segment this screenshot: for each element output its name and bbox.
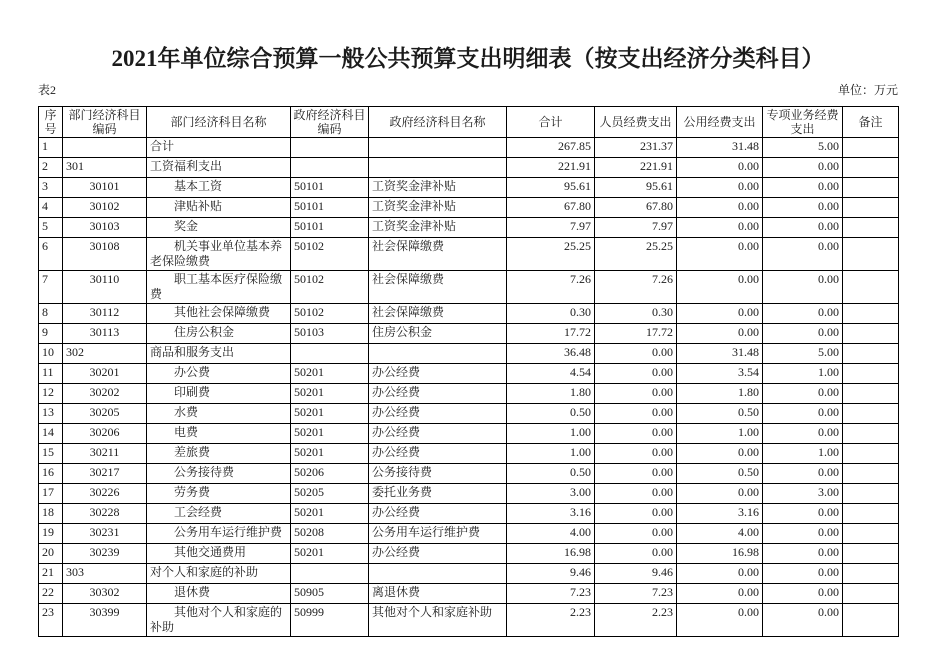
total-cell: 267.85 [507,138,595,158]
special-cell: 0.00 [763,271,843,304]
public-cell: 0.00 [677,484,763,504]
remark-cell [843,218,899,238]
gov-name-cell: 办公经费 [369,424,507,444]
dept-name-cell: 奖金 [147,218,291,238]
dept-code-cell: 30110 [63,271,147,304]
remark-cell [843,304,899,324]
table-row [39,484,899,504]
special-cell: 5.00 [763,344,843,364]
remark-cell [843,158,899,178]
remark-cell [843,464,899,484]
dept-code-cell: 30231 [63,524,147,544]
public-cell: 0.00 [677,158,763,178]
gov-name-cell [369,564,507,584]
dept-code-cell: 303 [63,564,147,584]
gov-code-cell: 50201 [291,504,369,524]
dept-code-cell: 30102 [63,198,147,218]
table-row [39,584,899,604]
personnel-cell: 0.00 [595,384,677,404]
seq-cell: 6 [39,238,63,271]
table-row [39,344,899,364]
table-row [39,158,899,178]
personnel-cell: 0.00 [595,344,677,364]
special-cell: 0.00 [763,544,843,564]
public-cell: 0.00 [677,444,763,464]
total-cell: 67.80 [507,198,595,218]
dept-name-cell: 机关事业单位基本养老保险缴费 [147,238,291,271]
special-cell: 0.00 [763,384,843,404]
seq-cell: 18 [39,504,63,524]
remark-cell [843,364,899,384]
gov-code-cell: 50101 [291,218,369,238]
dept-code-cell [63,138,147,158]
gov-name-cell: 委托业务费 [369,484,507,504]
remark-cell [843,604,899,637]
gov-name-cell: 办公经费 [369,504,507,524]
special-cell: 0.00 [763,464,843,484]
gov-code-cell: 50102 [291,304,369,324]
col-header-personnel: 人员经费支出 [595,107,677,138]
total-cell: 1.00 [507,444,595,464]
seq-cell: 10 [39,344,63,364]
remark-cell [843,544,899,564]
total-cell: 0.30 [507,304,595,324]
seq-cell: 19 [39,524,63,544]
gov-name-cell: 公务接待费 [369,464,507,484]
personnel-cell: 9.46 [595,564,677,584]
col-header-gov-name: 政府经济科目名称 [369,107,507,138]
personnel-cell: 2.23 [595,604,677,637]
special-cell: 0.00 [763,564,843,584]
dept-code-cell: 30108 [63,238,147,271]
total-cell: 4.54 [507,364,595,384]
special-cell: 0.00 [763,158,843,178]
table-row [39,464,899,484]
personnel-cell: 0.00 [595,524,677,544]
col-header-dept-name: 部门经济科目名称 [147,107,291,138]
special-cell: 0.00 [763,324,843,344]
total-cell: 17.72 [507,324,595,344]
public-cell: 4.00 [677,524,763,544]
dept-code-cell: 30205 [63,404,147,424]
gov-code-cell: 50208 [291,524,369,544]
dept-name-cell: 津贴补贴 [147,198,291,218]
seq-cell: 20 [39,544,63,564]
dept-name-cell: 电费 [147,424,291,444]
gov-name-cell: 公务用车运行维护费 [369,524,507,544]
total-cell: 7.97 [507,218,595,238]
total-cell: 25.25 [507,238,595,271]
public-cell: 0.00 [677,218,763,238]
dept-code-cell: 302 [63,344,147,364]
unit-label: 单位：万元 [837,83,898,97]
remark-cell [843,524,899,544]
total-cell: 0.50 [507,404,595,424]
remark-cell [843,564,899,584]
gov-name-cell: 办公经费 [369,364,507,384]
personnel-cell: 0.00 [595,444,677,464]
personnel-cell: 25.25 [595,238,677,271]
dept-name-cell: 工资福利支出 [147,158,291,178]
gov-code-cell: 50201 [291,444,369,464]
special-cell: 0.00 [763,404,843,424]
dept-code-cell: 30211 [63,444,147,464]
total-cell: 1.80 [507,384,595,404]
gov-name-cell: 住房公积金 [369,324,507,344]
col-header-total: 合计 [507,107,595,138]
table-row [39,504,899,524]
seq-cell: 3 [39,178,63,198]
remark-cell [843,178,899,198]
table-row [39,304,899,324]
gov-code-cell: 50101 [291,178,369,198]
table-row [39,404,899,424]
dept-code-cell: 30103 [63,218,147,238]
table-row [39,218,899,238]
public-cell: 0.00 [677,198,763,218]
remark-cell [843,404,899,424]
total-cell: 2.23 [507,604,595,637]
gov-name-cell: 离退休费 [369,584,507,604]
gov-code-cell [291,344,369,364]
public-cell: 0.50 [677,404,763,424]
table-body [39,138,899,637]
remark-cell [843,384,899,404]
gov-name-cell [369,158,507,178]
gov-code-cell: 50102 [291,238,369,271]
special-cell: 0.00 [763,178,843,198]
table-row [39,364,899,384]
page-title: 2021年单位综合预算一般公共预算支出明细表（按支出经济分类科目） [111,46,825,71]
personnel-cell: 17.72 [595,324,677,344]
public-cell: 0.00 [677,304,763,324]
remark-cell [843,324,899,344]
remark-cell [843,238,899,271]
remark-cell [843,504,899,524]
dept-name-cell: 住房公积金 [147,324,291,344]
dept-code-cell: 30113 [63,324,147,344]
gov-code-cell: 50201 [291,384,369,404]
seq-cell: 22 [39,584,63,604]
col-header-gov-code: 政府经济科目编码 [291,107,369,138]
seq-cell: 23 [39,604,63,637]
seq-cell: 8 [39,304,63,324]
gov-name-cell: 其他对个人和家庭补助 [369,604,507,637]
dept-name-cell: 其他交通费用 [147,544,291,564]
col-header-dept-code: 部门经济科目编码 [63,107,147,138]
seq-cell: 1 [39,138,63,158]
table-row [39,444,899,464]
gov-name-cell: 工资奖金津补贴 [369,178,507,198]
remark-cell [843,138,899,158]
dept-code-cell: 30201 [63,364,147,384]
remark-cell [843,198,899,218]
seq-cell: 21 [39,564,63,584]
seq-cell: 2 [39,158,63,178]
seq-cell: 4 [39,198,63,218]
dept-name-cell: 退休费 [147,584,291,604]
gov-name-cell: 办公经费 [369,384,507,404]
gov-name-cell: 办公经费 [369,544,507,564]
total-cell: 1.00 [507,424,595,444]
dept-code-cell: 30226 [63,484,147,504]
gov-code-cell: 50905 [291,584,369,604]
special-cell: 0.00 [763,584,843,604]
gov-code-cell: 50102 [291,271,369,304]
dept-name-cell: 基本工资 [147,178,291,198]
dept-code-cell: 30239 [63,544,147,564]
personnel-cell: 0.00 [595,504,677,524]
personnel-cell: 0.00 [595,404,677,424]
special-cell: 0.00 [763,424,843,444]
total-cell: 3.00 [507,484,595,504]
personnel-cell: 0.30 [595,304,677,324]
public-cell: 0.00 [677,564,763,584]
gov-name-cell: 办公经费 [369,444,507,464]
special-cell: 0.00 [763,304,843,324]
gov-name-cell: 社会保障缴费 [369,271,507,304]
gov-code-cell: 50999 [291,604,369,637]
dept-name-cell: 其他社会保障缴费 [147,304,291,324]
gov-name-cell: 社会保障缴费 [369,304,507,324]
public-cell: 31.48 [677,138,763,158]
seq-cell: 12 [39,384,63,404]
personnel-cell: 0.00 [595,464,677,484]
gov-code-cell: 50103 [291,324,369,344]
personnel-cell: 7.26 [595,271,677,304]
seq-cell: 13 [39,404,63,424]
total-cell: 221.91 [507,158,595,178]
table-row [39,424,899,444]
remark-cell [843,344,899,364]
table-row [39,238,899,271]
total-cell: 16.98 [507,544,595,564]
gov-code-cell [291,138,369,158]
table-row [39,198,899,218]
remark-cell [843,484,899,504]
public-cell: 0.00 [677,271,763,304]
total-cell: 9.46 [507,564,595,584]
personnel-cell: 0.00 [595,424,677,444]
gov-code-cell: 50101 [291,198,369,218]
table-row [39,324,899,344]
personnel-cell: 221.91 [595,158,677,178]
seq-cell: 14 [39,424,63,444]
dept-name-cell: 水费 [147,404,291,424]
dept-name-cell: 差旅费 [147,444,291,464]
remark-cell [843,584,899,604]
dept-name-cell: 商品和服务支出 [147,344,291,364]
special-cell: 0.00 [763,198,843,218]
dept-name-cell: 其他对个人和家庭的补助 [147,604,291,637]
dept-name-cell: 合计 [147,138,291,158]
seq-cell: 16 [39,464,63,484]
table-row [39,604,899,637]
budget-table [38,106,899,637]
public-cell: 31.48 [677,344,763,364]
table-row [39,384,899,404]
seq-cell: 15 [39,444,63,464]
gov-code-cell: 50205 [291,484,369,504]
table-number-label: 表2 [38,83,57,97]
total-cell: 7.26 [507,271,595,304]
public-cell: 0.00 [677,178,763,198]
col-header-special: 专项业务经费支出 [763,107,843,138]
meta-row [38,81,898,98]
dept-name-cell: 办公费 [147,364,291,384]
personnel-cell: 7.97 [595,218,677,238]
gov-name-cell: 社会保障缴费 [369,238,507,271]
table-row [39,544,899,564]
gov-code-cell [291,158,369,178]
gov-name-cell [369,344,507,364]
seq-cell: 17 [39,484,63,504]
col-header-seq: 序号 [39,107,63,138]
public-cell: 0.00 [677,584,763,604]
total-cell: 7.23 [507,584,595,604]
total-cell: 4.00 [507,524,595,544]
dept-code-cell: 30202 [63,384,147,404]
seq-cell: 7 [39,271,63,304]
public-cell: 1.00 [677,424,763,444]
remark-cell [843,271,899,304]
col-header-remark: 备注 [843,107,899,138]
personnel-cell: 231.37 [595,138,677,158]
dept-name-cell: 印刷费 [147,384,291,404]
public-cell: 3.16 [677,504,763,524]
gov-code-cell: 50206 [291,464,369,484]
dept-code-cell: 30112 [63,304,147,324]
special-cell: 0.00 [763,604,843,637]
table-row [39,564,899,584]
dept-code-cell: 30399 [63,604,147,637]
public-cell: 3.54 [677,364,763,384]
public-cell: 0.00 [677,324,763,344]
total-cell: 0.50 [507,464,595,484]
remark-cell [843,424,899,444]
gov-code-cell: 50201 [291,424,369,444]
special-cell: 1.00 [763,444,843,464]
personnel-cell: 67.80 [595,198,677,218]
special-cell: 1.00 [763,364,843,384]
public-cell: 16.98 [677,544,763,564]
remark-cell [843,444,899,464]
gov-code-cell [291,564,369,584]
seq-cell: 9 [39,324,63,344]
total-cell: 95.61 [507,178,595,198]
dept-code-cell: 30302 [63,584,147,604]
total-cell: 3.16 [507,504,595,524]
special-cell: 5.00 [763,138,843,158]
personnel-cell: 95.61 [595,178,677,198]
public-cell: 1.80 [677,384,763,404]
dept-name-cell: 公务用车运行维护费 [147,524,291,544]
special-cell: 0.00 [763,524,843,544]
gov-code-cell: 50201 [291,544,369,564]
table-header-row [39,107,899,138]
dept-name-cell: 工会经费 [147,504,291,524]
special-cell: 0.00 [763,504,843,524]
gov-code-cell: 50201 [291,364,369,384]
dept-code-cell: 301 [63,158,147,178]
public-cell: 0.00 [677,604,763,637]
gov-code-cell: 50201 [291,404,369,424]
table-row [39,271,899,304]
seq-cell: 5 [39,218,63,238]
seq-cell: 11 [39,364,63,384]
special-cell: 0.00 [763,218,843,238]
table-row [39,138,899,158]
gov-name-cell: 工资奖金津补贴 [369,198,507,218]
table-row [39,524,899,544]
dept-code-cell: 30217 [63,464,147,484]
dept-code-cell: 30206 [63,424,147,444]
gov-name-cell: 工资奖金津补贴 [369,218,507,238]
dept-code-cell: 30101 [63,178,147,198]
dept-name-cell: 对个人和家庭的补助 [147,564,291,584]
gov-name-cell [369,138,507,158]
dept-name-cell: 职工基本医疗保险缴费 [147,271,291,304]
total-cell: 36.48 [507,344,595,364]
dept-code-cell: 30228 [63,504,147,524]
personnel-cell: 0.00 [595,364,677,384]
gov-name-cell: 办公经费 [369,404,507,424]
dept-name-cell: 公务接待费 [147,464,291,484]
table-row [39,178,899,198]
personnel-cell: 7.23 [595,584,677,604]
special-cell: 0.00 [763,238,843,271]
public-cell: 0.50 [677,464,763,484]
personnel-cell: 0.00 [595,544,677,564]
public-cell: 0.00 [677,238,763,271]
personnel-cell: 0.00 [595,484,677,504]
dept-name-cell: 劳务费 [147,484,291,504]
col-header-public: 公用经费支出 [677,107,763,138]
special-cell: 3.00 [763,484,843,504]
